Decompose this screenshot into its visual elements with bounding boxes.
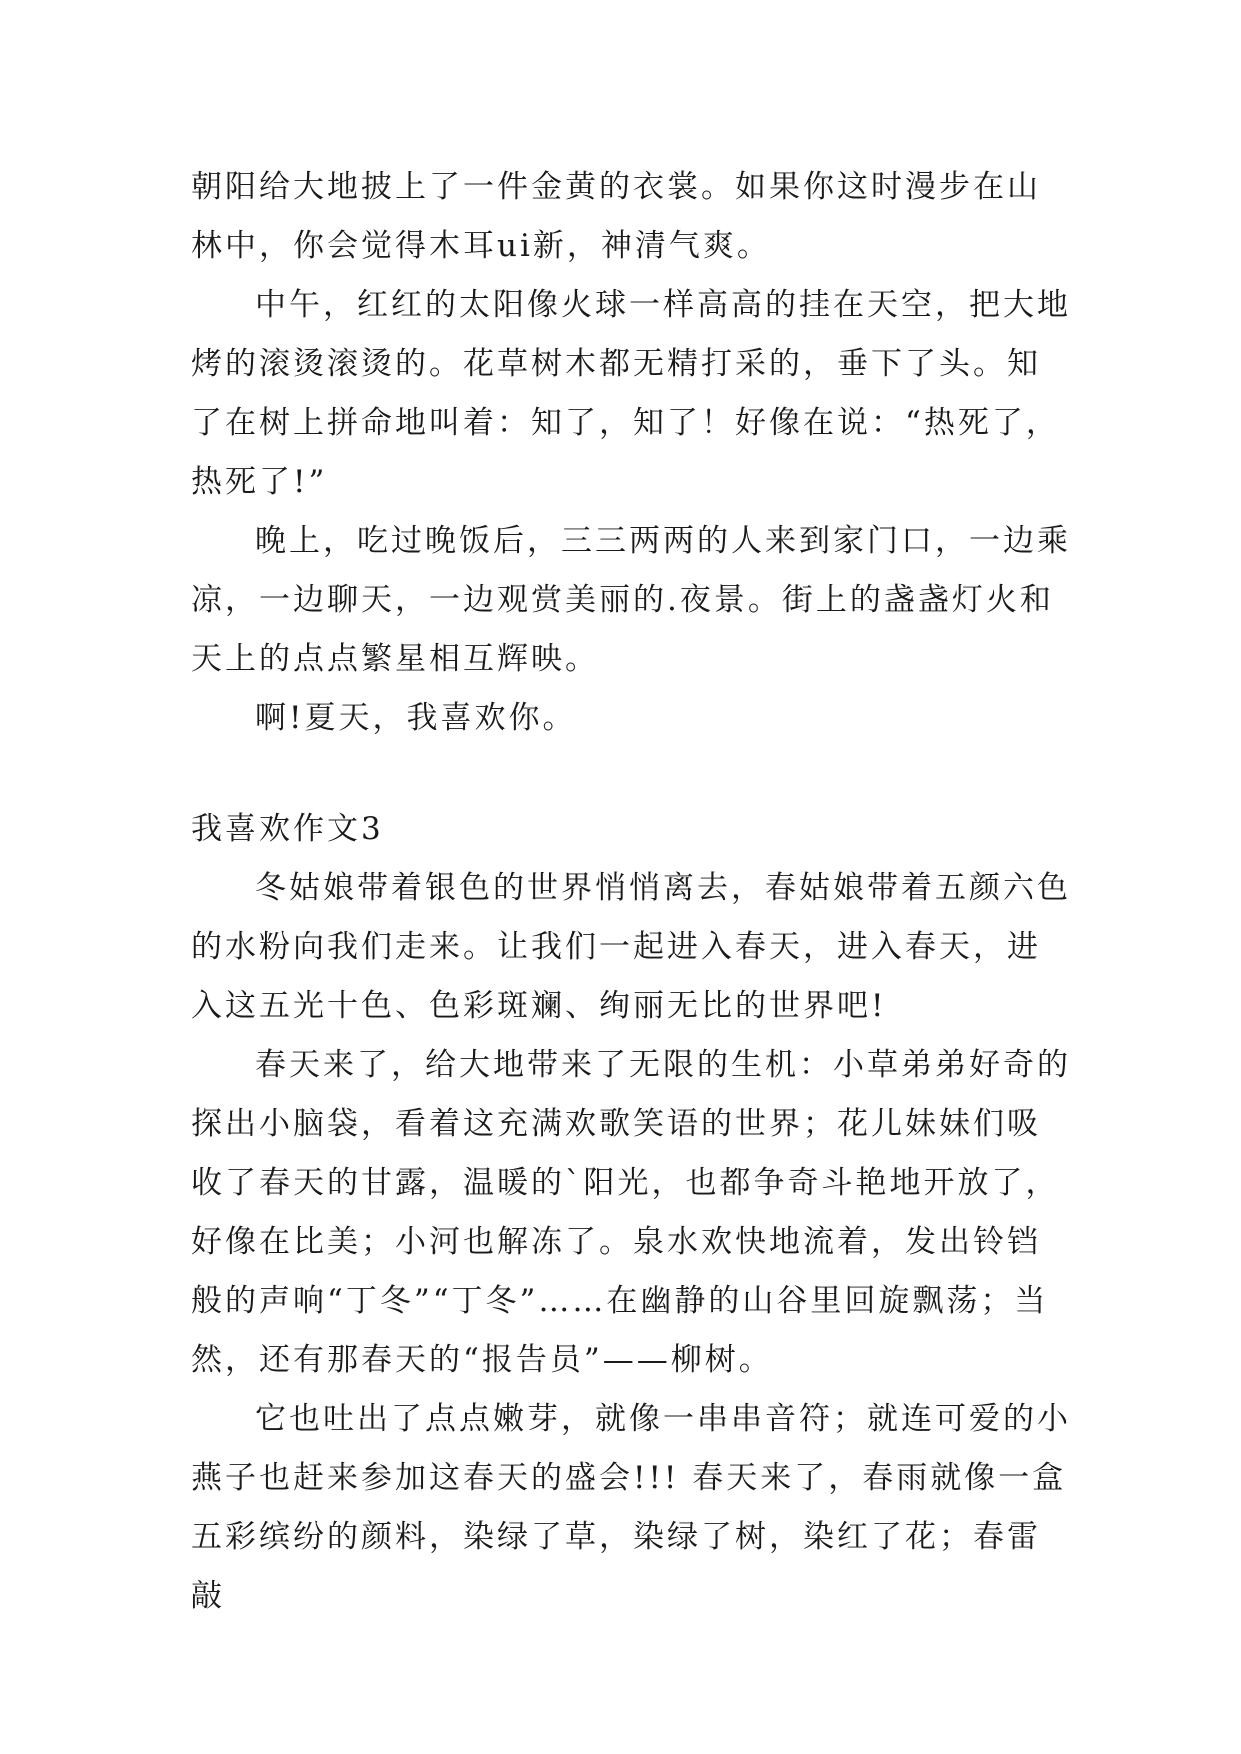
paragraph-closing: 啊!夏天，我喜欢你。	[255, 700, 577, 736]
paragraph-spring-life: 春天来了，给大地带来了无限的生机：小草弟弟好奇的探出小脑袋，看着这充满欢歌笑语的世界；花儿妹妹们吸收了春天的甘露，温暖的`阳光，也都争奇斗艳地开放了，好像在比美；小河也解冻了。泉水欢快地流着，发出铃铛般的声响“丁冬”“丁冬”……在幽静的山谷里回旋飘荡；当然，还有那春天的“报告员”——柳树。	[191, 1047, 1071, 1378]
section-essay-3	[191, 800, 1071, 1626]
paragraph-spring-rain: 它也吐出了点点嫩芽，就像一串串音符；就连可爱的小燕子也赶来参加这春天的盛会!!! 春天来了，春雨就像一盒五彩缤纷的颜料，染绿了草，染绿了树，染红了花；春雷敲	[191, 1401, 1071, 1614]
paragraph-spring-intro: 冬姑娘带着银色的世界悄悄离去，春姑娘带着五颜六色的水粉向我们走来。让我们一起进入春天，进入春天，进入这五光十色、色彩斑斓、绚丽无比的世界吧!	[191, 870, 1071, 1024]
section-summer	[191, 158, 1071, 748]
paragraph-noon: 中午，红红的太阳像火球一样高高的挂在天空，把大地烤的滚烫滚烫的。花草树木都无精打采的，垂下了头。知了在树上拼命地叫着：知了，知了！好像在说：“热死了，热死了!”	[191, 287, 1071, 500]
essay-heading: 我喜欢作文3	[191, 811, 384, 847]
paragraph-morning: 朝阳给大地披上了一件金黄的衣裳。如果你这时漫步在山林中，你会觉得木耳ui新，神清气爽。	[191, 169, 1041, 264]
paragraph-evening: 晚上，吃过晚饭后，三三两两的人来到家门口，一边乘凉，一边聊天，一边观赏美丽的.夜景。街上的盏盏灯火和天上的点点繁星相互辉映。	[191, 523, 1071, 677]
